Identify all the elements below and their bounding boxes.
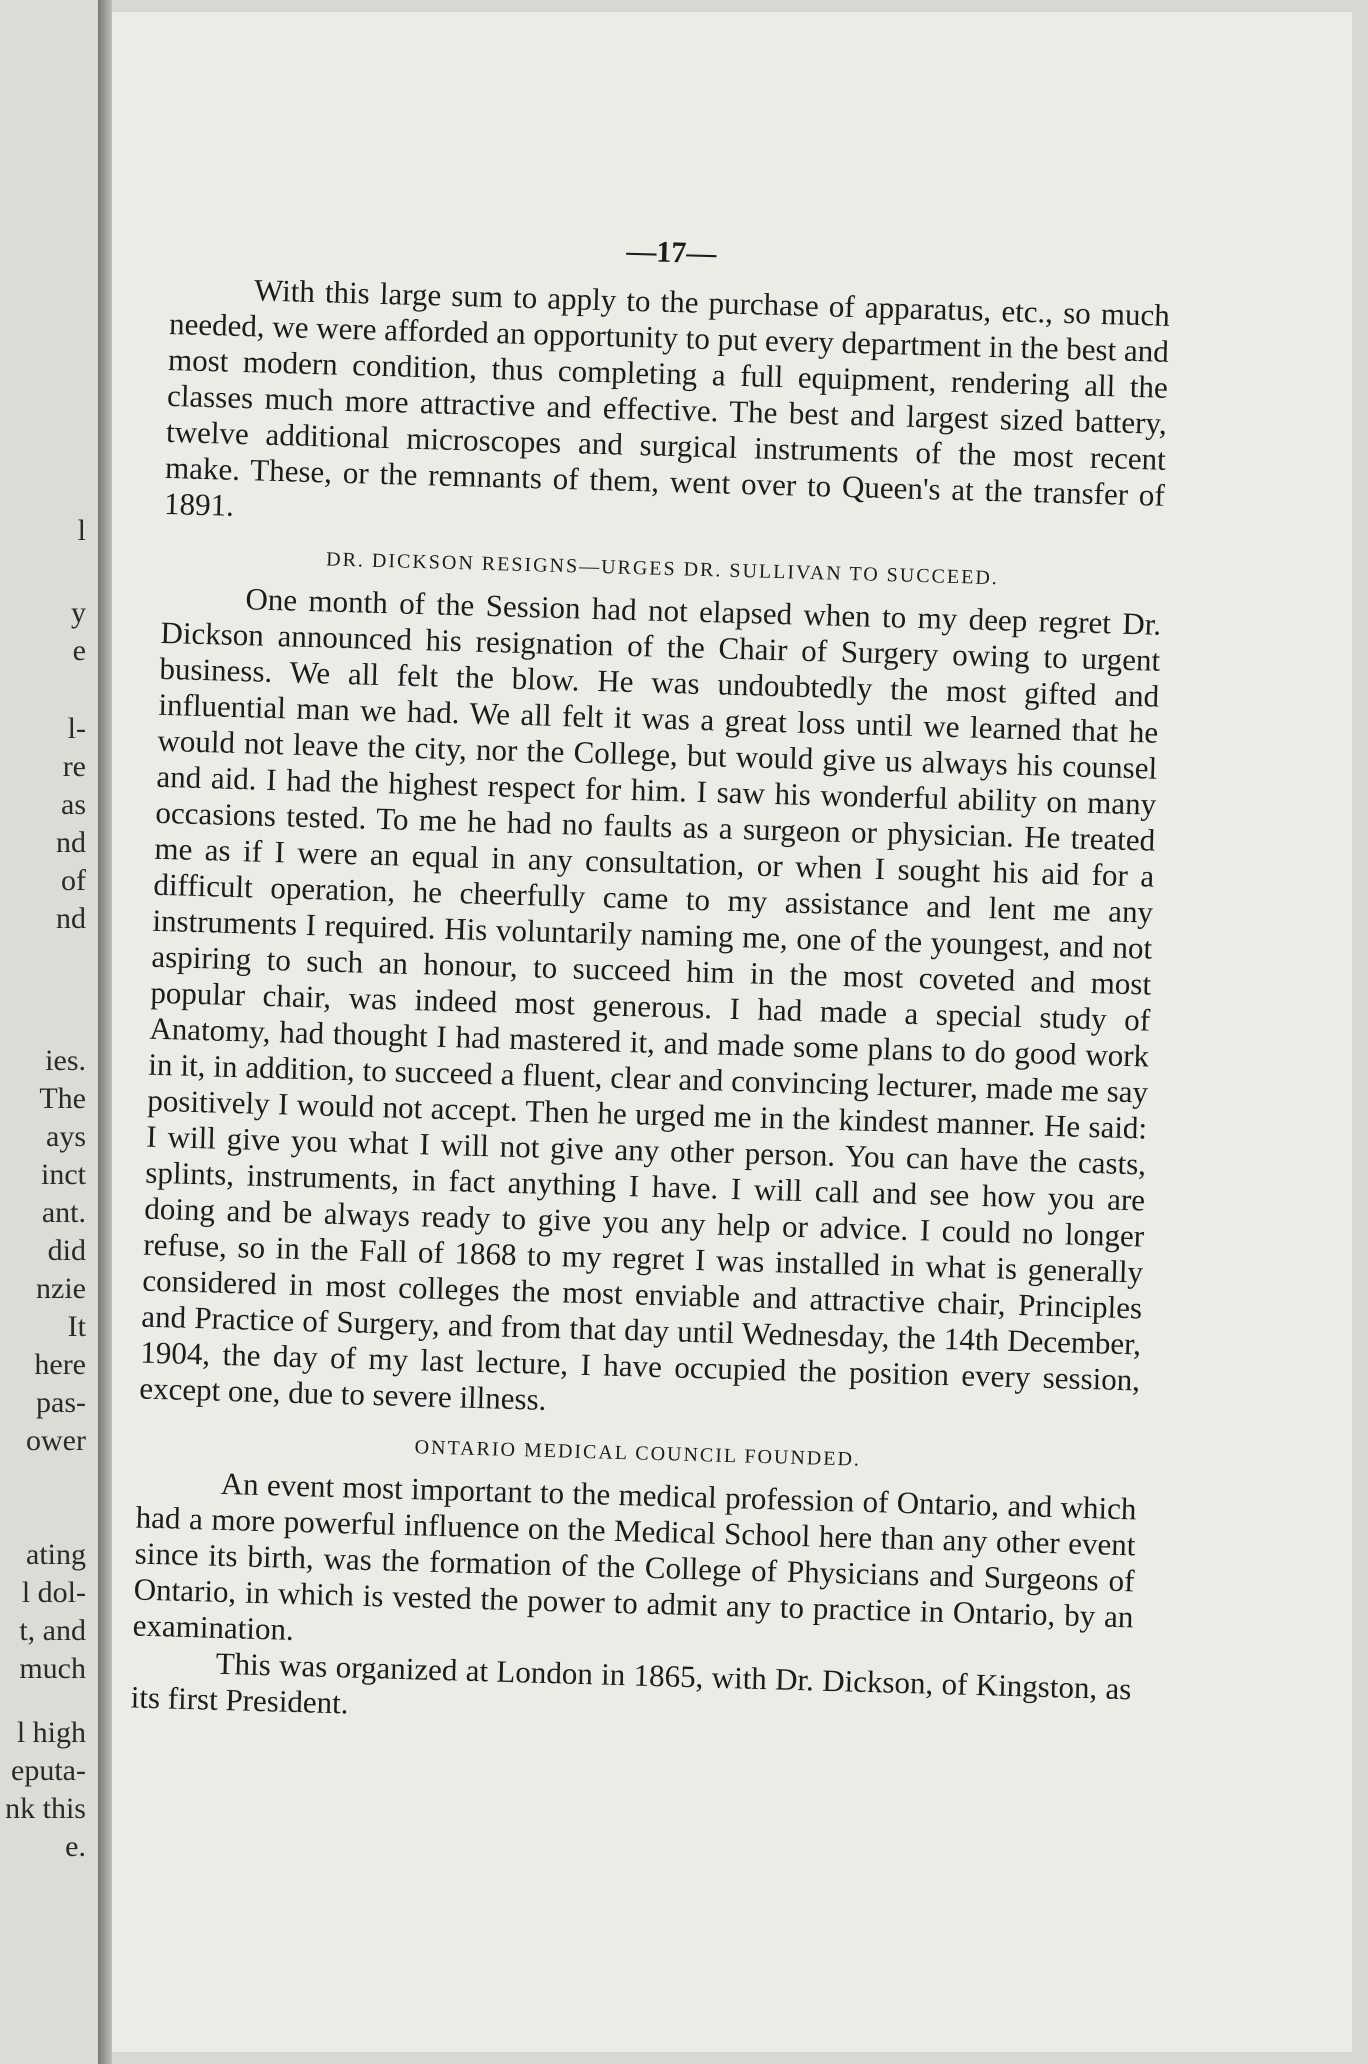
left-page-fragment: e. — [65, 1830, 86, 1863]
section-heading-dickson-resigns: DR. DICKSON RESIGNS—URGES DR. SULLIVAN TO SUCCEED. — [325, 548, 1000, 590]
left-page-fragment: The — [39, 1082, 86, 1115]
left-page-fragment: ays — [46, 1120, 86, 1153]
left-page-fragment: l — [77, 514, 86, 547]
left-page-fragment: l dol- — [21, 1576, 86, 1609]
left-page-fragment: y — [71, 596, 86, 629]
left-page-fragment: It — [67, 1310, 86, 1343]
paragraph-dickson-resigns: One month of the Session had not elapsed when to my deep regret Dr. Dickson announced his resignation of the Chair of Surgery owing to urgent business. We all felt the blow. He was undoubtedly the most gifted and influential man we had. We all felt it was a great loss until we learned that he would not leave the city, nor the College, but would give us always his counsel and aid. I had the highest respect for him. I saw his wonderful ability on many occasions tested. To me he had no faults as a surgeon or physician. He treated me as if I were an equal in any consultation, or when I sought his aid for a difficult operation, he cheerfully came to my assistance and lent me any instruments I required. His voluntarily naming me, one of the youngest, and not aspiring to such an honour, to succeed him in the most coveted and most popular chair, was indeed most generous. I had made a special study of Anatomy, had thought I had mastered it, and made some plans to do good work in it, in addition, to succeed a fluent, clear and convincing lecturer, made me say positively I would not accept. Then he urged me in the kindest manner. He said: I will give you what I will not give any other person. You can have the casts, splints, instruments, in fact anything I have. I will call and see how you are doing and be always ready to give you any help or advice. I could no longer refuse, so in the Fall of 1868 to my regret I was installed in what is generally considered in most colleges the most enviable and attractive chair, Principles and Practice of Surgery, and from that day until Wednesday, the 14th December, 1904, the day of my last lecture, I have occupied the position every session, except one, due to severe illness. — [138, 581, 1162, 1417]
book-binding-shadow — [98, 0, 112, 2064]
left-page-fragment: ies. — [45, 1044, 86, 1077]
paragraph-apparatus: With this large sum to apply to the purchase of apparatus, etc., so much needed, we were afforded an opportunity to put every department in the best and most modern condition, thus completing a full equipment, rendering all the classes much more attractive and effective. The best and largest sized battery, twelve additional microscopes and surgical instruments of the most recent make. These, or the remnants of them, went over to Queen's at the transfer of 1891. — [163, 272, 1171, 523]
left-page-fragment: l high — [16, 1716, 86, 1749]
left-page-edge — [0, 0, 104, 2064]
left-page-fragment: re — [62, 750, 86, 783]
left-page-fragment: ant. — [41, 1196, 86, 1229]
left-page-fragment: nd — [56, 826, 86, 859]
page-text-block — [130, 222, 1171, 1743]
section-heading-medical-council: ONTARIO MEDICAL COUNCIL FOUNDED. — [414, 1436, 862, 1471]
book-page — [112, 12, 1352, 2052]
left-page-fragment: eputa- — [11, 1754, 86, 1787]
left-page-fragment: nk this — [5, 1792, 86, 1825]
left-page-fragment: pas- — [36, 1386, 86, 1419]
left-page-fragment: as — [61, 788, 86, 821]
left-page-fragment: here — [34, 1348, 86, 1381]
left-page-fragment: ating — [26, 1538, 86, 1571]
left-page-fragment: did — [47, 1234, 86, 1267]
left-page-fragment: t, and — [19, 1614, 86, 1647]
left-page-fragment: e — [72, 634, 86, 667]
left-page-fragment: l- — [67, 712, 86, 745]
left-page-fragment: ower — [26, 1424, 86, 1457]
left-page-fragment: inct — [41, 1158, 86, 1191]
paragraph-medical-council: An event most important to the medical profession of Ontario, and which had a more powerful influence on the Medical School here than any other event since its birth, was the formation of the College of Physicians and Surgeons of Ontario, in which is vested the power to admit any to practice in Ontario, by an examination. — [132, 1465, 1137, 1647]
page-number: —17— — [625, 234, 717, 271]
left-page-fragment: nd — [56, 902, 86, 935]
left-page-fragment: of — [61, 864, 86, 897]
left-page-fragment: much — [19, 1652, 86, 1685]
paragraph-organized-london: This was organized at London in 1865, with Dr. Dickson, of Kingston, as its first President. — [130, 1645, 1132, 1721]
left-page-fragment: nzie — [36, 1272, 86, 1305]
